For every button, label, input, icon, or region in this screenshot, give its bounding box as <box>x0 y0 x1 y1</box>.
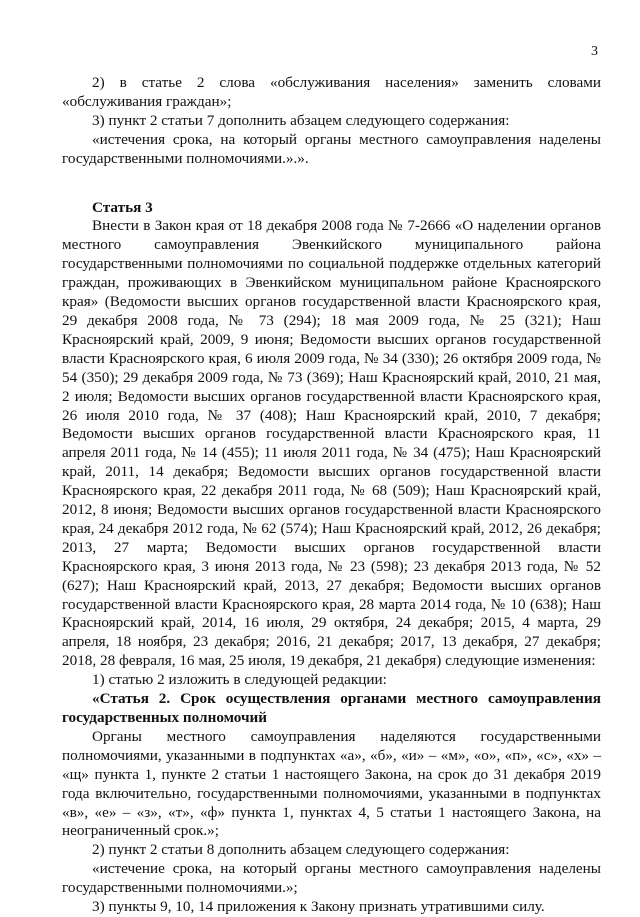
page-number: 3 <box>591 44 598 59</box>
document-body <box>62 74 601 917</box>
article-2-title: «Статья 2. Срок осуществления органами местного самоуправления государственных полномочий <box>62 690 601 726</box>
paragraph-item-3-top: 3) пункт 2 статьи 7 дополнить абзацем следующего содержания: <box>92 111 510 129</box>
paragraph-item-2-top: 2) в статье 2 слова «обслуживания населения» заменить словами «обслуживания граждан»; <box>62 74 601 110</box>
paragraph-quote-top: «истечения срока, на который органы местного самоуправления наделены государственными полномочиями.».». <box>62 130 601 167</box>
item-2: 2) пункт 2 статьи 8 дополнить абзацем следующего содержания: <box>92 841 510 859</box>
article-2-body: Органы местного самоуправления наделяются государственными полномочиями, указанными в подпунктах «а», «б», «и» – «м», «о», «п», «с», «х» – «щ» пункта 1, пункте 2 статьи 1 настоящего Закона, на срок до 31 декабря 2019 года включительно, государственными полномочиями, указанными в подпунктах «в», «е» – «з», «т», «ф» пункта 1, пунктах 4, 5 статьи 1 настоящего Закона, на неограниченный срок.»; <box>62 727 601 840</box>
item-1: 1) статью 2 изложить в следующей редакции: <box>92 671 387 689</box>
article-3-intro: Внести в Закон края от 18 декабря 2008 года № 7-2666 «О наделении органов местного самоуправления Эвенкийского муниципального района государственными полномочиями по социальной поддержке отдельных категорий граждан, проживающих в Эвенкийском муниципальном районе Красноярского края» (Ведомости высших органов государственной власти Красноярского края, 29 декабря 2008 года, № 73 (294); 18 мая 2009 года, № 25 (321); Наш Красноярский край, 2009, 9 июня; Ведомости высших органов государственной власти Красноярского края, 6 июля 2009 года, № 34 (330); 26 октября 2009 года, № 54 (350); 29 декабря 2009 года, № 73 (369); Наш Красноярский край, 2010, 21 мая, 2 июля; Ведомости высших органов государственной власти Красноярского края, 26 июля 2010 года, № 37 (408); Наш Красноярский край, 2010, 7 декабря; Ведомости высших органов государственной власти Красноярского края, 11 апреля 2011 года, № 14 (455); 11 июля 2011 года, № 34 (475); Наш Красноярский край, 2011, 14 декабря; Ведомости высших органов государственной власти Красноярского края, 22 декабря 2011 года, № 68 (509); Наш Красноярский край, 2012, 8 июня; Ведомости высших органов государственной власти Красноярского края, 24 декабря 2012 года, № 62 (574); Наш Красноярский край, 2012, 26 декабря; 2013, 27 марта; Ведомости высших органов государственной власти Красноярского края, 3 июня 2013 года, № 23 (598); 23 декабря 2013 года, № 52 (627); Наш Красноярский край, 2013, 27 декабря; Ведомости высших органов государственной власти Красноярского края, 28 марта 2014 года, № 10 (638); Наш Красноярский край, 2014, 16 июля, 29 октября, 24 декабря; 2015, 4 марта, 29 апреля, 18 ноября, 23 декабря; 2016, 21 декабря; 2017, 13 декабря, 27 декабря; 2018, 28 февраля, 16 мая, 25 июля, 19 декабря, 21 декабря) следующие изменения: <box>62 217 601 670</box>
item-3: 3) пункты 9, 10, 14 приложения к Закону признать утратившими силу. <box>92 898 545 916</box>
item-2-quote: «истечение срока, на который органы местного самоуправления наделены государственными полномочиями.»; <box>62 860 601 897</box>
article-3-heading: Статья 3 <box>92 198 153 216</box>
